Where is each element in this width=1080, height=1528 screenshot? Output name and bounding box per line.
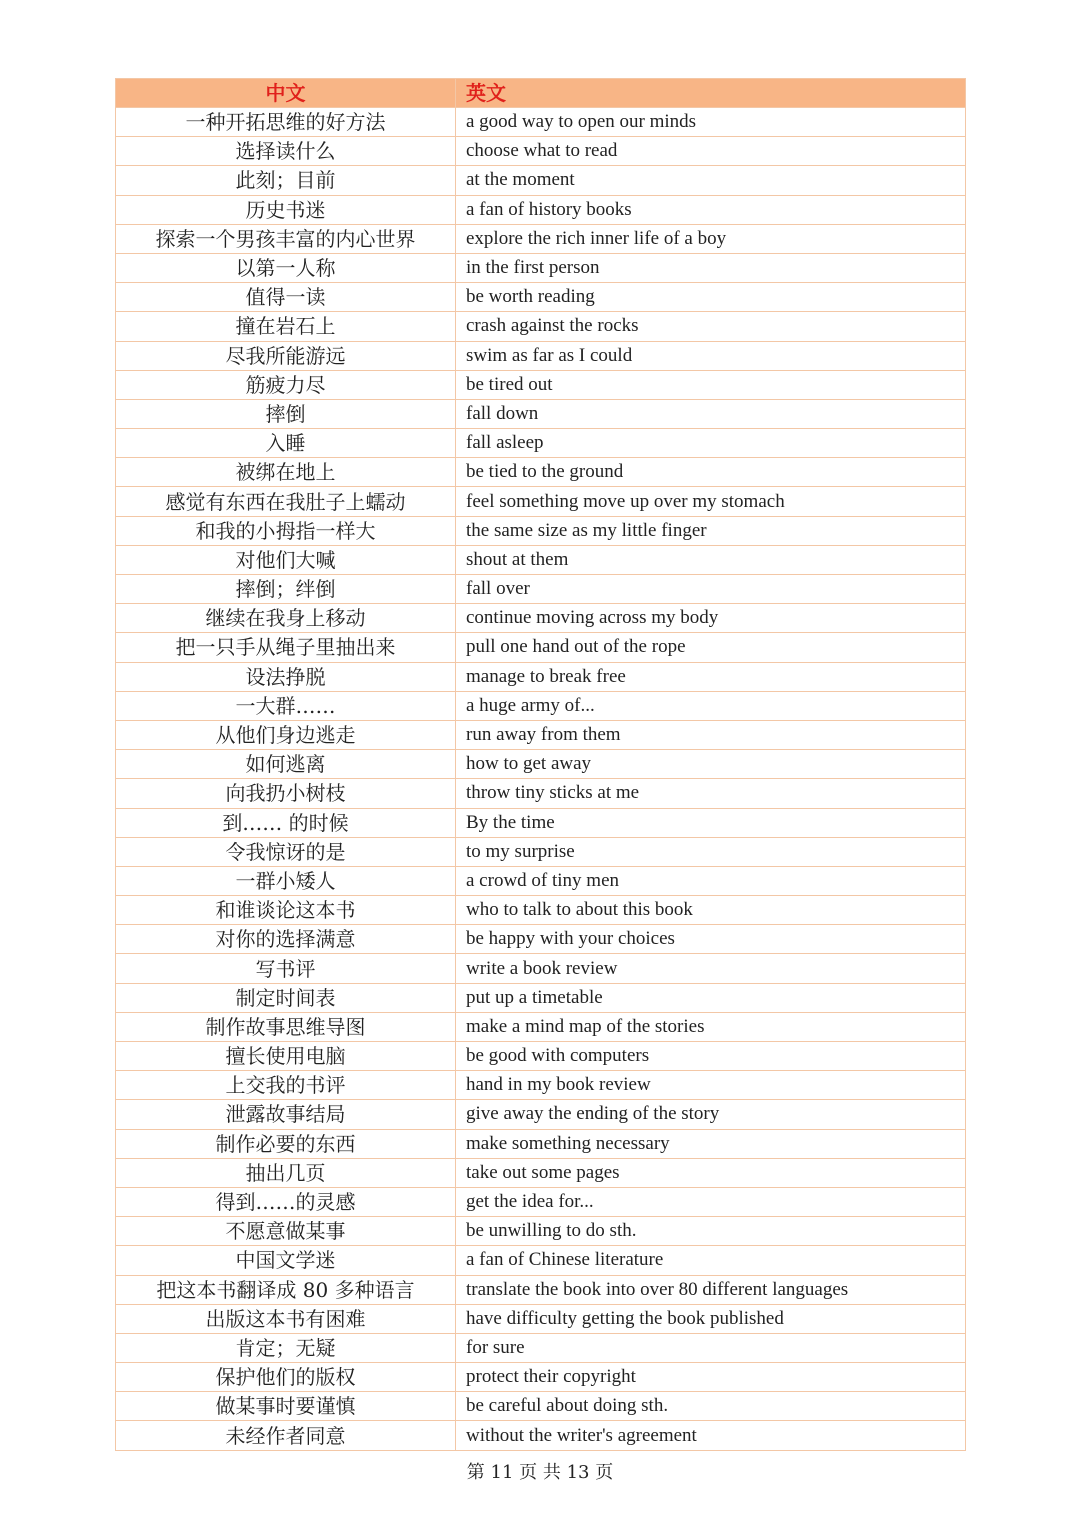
english-phrase-cell: a fan of history books (456, 195, 966, 224)
chinese-phrase-cell: 感觉有东西在我肚子上蠕动 (116, 487, 456, 516)
table-row (116, 604, 966, 633)
chinese-phrase-cell: 如何逃离 (116, 750, 456, 779)
chinese-phrase-cell: 向我扔小树枝 (116, 779, 456, 808)
chinese-phrase-cell: 值得一读 (116, 283, 456, 312)
table-row (116, 808, 966, 837)
chinese-phrase-cell: 摔倒 (116, 399, 456, 428)
table-row (116, 1363, 966, 1392)
table-row (116, 954, 966, 983)
chinese-phrase-cell: 到…… 的时候 (116, 808, 456, 837)
english-phrase-cell: translate the book into over 80 different languages (456, 1275, 966, 1304)
chinese-phrase-cell: 历史书迷 (116, 195, 456, 224)
chinese-phrase-cell: 设法挣脱 (116, 662, 456, 691)
chinese-phrase-cell: 擅长使用电脑 (116, 1042, 456, 1071)
english-phrase-cell: explore the rich inner life of a boy (456, 224, 966, 253)
chinese-phrase-cell: 摔倒；绊倒 (116, 575, 456, 604)
english-phrase-cell: be happy with your choices (456, 925, 966, 954)
chinese-phrase-cell: 此刻；目前 (116, 166, 456, 195)
english-phrase-cell: fall down (456, 399, 966, 428)
english-phrase-cell: a fan of Chinese literature (456, 1246, 966, 1275)
english-phrase-cell: without the writer's agreement (456, 1421, 966, 1450)
english-phrase-cell: shout at them (456, 545, 966, 574)
chinese-phrase-cell: 上交我的书评 (116, 1071, 456, 1100)
table-row (116, 1071, 966, 1100)
table-row (116, 399, 966, 428)
table-row (116, 108, 966, 137)
english-phrase-cell: throw tiny sticks at me (456, 779, 966, 808)
header-row (116, 79, 966, 108)
english-phrase-cell: pull one hand out of the rope (456, 633, 966, 662)
english-phrase-cell: a crowd of tiny men (456, 866, 966, 895)
table-row (116, 195, 966, 224)
english-phrase-cell: be careful about doing sth. (456, 1392, 966, 1421)
table-row (116, 750, 966, 779)
chinese-phrase-cell: 撞在岩石上 (116, 312, 456, 341)
table-row (116, 429, 966, 458)
english-phrase-cell: run away from them (456, 720, 966, 749)
chinese-phrase-cell: 和谁谈论这本书 (116, 896, 456, 925)
table-row (116, 837, 966, 866)
table-row (116, 253, 966, 282)
vocabulary-table (115, 78, 966, 1451)
english-phrase-cell: be tied to the ground (456, 458, 966, 487)
english-phrase-cell: be tired out (456, 370, 966, 399)
english-phrase-cell: to my surprise (456, 837, 966, 866)
english-phrase-cell: put up a timetable (456, 983, 966, 1012)
table-row (116, 545, 966, 574)
english-phrase-cell: be good with computers (456, 1042, 966, 1071)
chinese-phrase-cell: 制定时间表 (116, 983, 456, 1012)
english-phrase-cell: continue moving across my body (456, 604, 966, 633)
chinese-phrase-cell: 一群小矮人 (116, 866, 456, 895)
english-column-header: 英文 (456, 79, 966, 108)
english-phrase-cell: who to talk to about this book (456, 896, 966, 925)
chinese-phrase-cell: 一种开拓思维的好方法 (116, 108, 456, 137)
table-row (116, 575, 966, 604)
chinese-phrase-cell: 写书评 (116, 954, 456, 983)
table-row (116, 1012, 966, 1041)
chinese-phrase-cell: 令我惊讶的是 (116, 837, 456, 866)
chinese-phrase-cell: 肯定；无疑 (116, 1333, 456, 1362)
table-row (116, 1246, 966, 1275)
chinese-phrase-cell: 探索一个男孩丰富的内心世界 (116, 224, 456, 253)
chinese-phrase-cell: 中国文学迷 (116, 1246, 456, 1275)
table-row (116, 1217, 966, 1246)
table-row (116, 1158, 966, 1187)
english-phrase-cell: make something necessary (456, 1129, 966, 1158)
english-phrase-cell: how to get away (456, 750, 966, 779)
table-row (116, 866, 966, 895)
chinese-phrase-cell: 筋疲力尽 (116, 370, 456, 399)
table-row (116, 925, 966, 954)
chinese-phrase-cell: 得到……的灵感 (116, 1187, 456, 1216)
table-row (116, 370, 966, 399)
table-body (116, 108, 966, 1451)
chinese-phrase-cell: 保护他们的版权 (116, 1363, 456, 1392)
english-phrase-cell: take out some pages (456, 1158, 966, 1187)
chinese-phrase-cell: 和我的小拇指一样大 (116, 516, 456, 545)
table-row (116, 1129, 966, 1158)
english-phrase-cell: have difficulty getting the book published (456, 1304, 966, 1333)
english-phrase-cell: hand in my book review (456, 1071, 966, 1100)
chinese-phrase-cell: 继续在我身上移动 (116, 604, 456, 633)
chinese-phrase-cell: 做某事时要谨慎 (116, 1392, 456, 1421)
table-row (116, 1333, 966, 1362)
english-phrase-cell: write a book review (456, 954, 966, 983)
chinese-phrase-cell: 选择读什么 (116, 137, 456, 166)
table-row (116, 779, 966, 808)
table-row (116, 720, 966, 749)
chinese-column-header: 中文 (116, 79, 456, 108)
table-row (116, 341, 966, 370)
chinese-phrase-cell: 对他们大喊 (116, 545, 456, 574)
english-phrase-cell: manage to break free (456, 662, 966, 691)
table-row (116, 983, 966, 1012)
english-phrase-cell: By the time (456, 808, 966, 837)
table-row (116, 283, 966, 312)
chinese-phrase-cell: 尽我所能游远 (116, 341, 456, 370)
table-row (116, 1042, 966, 1071)
table-row (116, 224, 966, 253)
table-row (116, 137, 966, 166)
english-phrase-cell: a huge army of... (456, 691, 966, 720)
page-footer: 第 11 页 共 13 页 (466, 1462, 614, 1483)
english-phrase-cell: the same size as my little finger (456, 516, 966, 545)
chinese-phrase-cell: 一大群…… (116, 691, 456, 720)
english-phrase-cell: make a mind map of the stories (456, 1012, 966, 1041)
english-phrase-cell: feel something move up over my stomach (456, 487, 966, 516)
english-phrase-cell: be unwilling to do sth. (456, 1217, 966, 1246)
table-row (116, 312, 966, 341)
english-phrase-cell: give away the ending of the story (456, 1100, 966, 1129)
table-row (116, 166, 966, 195)
table-row (116, 1392, 966, 1421)
table-row (116, 1100, 966, 1129)
chinese-phrase-cell: 制作必要的东西 (116, 1129, 456, 1158)
table-row (116, 1421, 966, 1450)
english-phrase-cell: get the idea for... (456, 1187, 966, 1216)
chinese-phrase-cell: 抽出几页 (116, 1158, 456, 1187)
table-row (116, 662, 966, 691)
english-phrase-cell: in the first person (456, 253, 966, 282)
english-phrase-cell: at the moment (456, 166, 966, 195)
table-row (116, 516, 966, 545)
chinese-phrase-cell: 出版这本书有困难 (116, 1304, 456, 1333)
english-phrase-cell: swim as far as I could (456, 341, 966, 370)
table-header (116, 79, 966, 108)
english-phrase-cell: fall asleep (456, 429, 966, 458)
english-phrase-cell: protect their copyright (456, 1363, 966, 1392)
chinese-phrase-cell: 以第一人称 (116, 253, 456, 282)
chinese-phrase-cell: 不愿意做某事 (116, 1217, 456, 1246)
table-row (116, 1275, 966, 1304)
chinese-phrase-cell: 把这本书翻译成 80 多种语言 (116, 1275, 456, 1304)
english-phrase-cell: crash against the rocks (456, 312, 966, 341)
english-phrase-cell: choose what to read (456, 137, 966, 166)
table-row (116, 458, 966, 487)
english-phrase-cell: fall over (456, 575, 966, 604)
chinese-phrase-cell: 对你的选择满意 (116, 925, 456, 954)
english-phrase-cell: for sure (456, 1333, 966, 1362)
table-row (116, 896, 966, 925)
table-row (116, 691, 966, 720)
chinese-phrase-cell: 泄露故事结局 (116, 1100, 456, 1129)
chinese-phrase-cell: 从他们身边逃走 (116, 720, 456, 749)
english-phrase-cell: a good way to open our minds (456, 108, 966, 137)
chinese-phrase-cell: 被绑在地上 (116, 458, 456, 487)
chinese-phrase-cell: 未经作者同意 (116, 1421, 456, 1450)
chinese-phrase-cell: 把一只手从绳子里抽出来 (116, 633, 456, 662)
english-phrase-cell: be worth reading (456, 283, 966, 312)
table-row (116, 1304, 966, 1333)
table-row (116, 633, 966, 662)
table-row (116, 1187, 966, 1216)
table-row (116, 487, 966, 516)
chinese-phrase-cell: 入睡 (116, 429, 456, 458)
chinese-phrase-cell: 制作故事思维导图 (116, 1012, 456, 1041)
